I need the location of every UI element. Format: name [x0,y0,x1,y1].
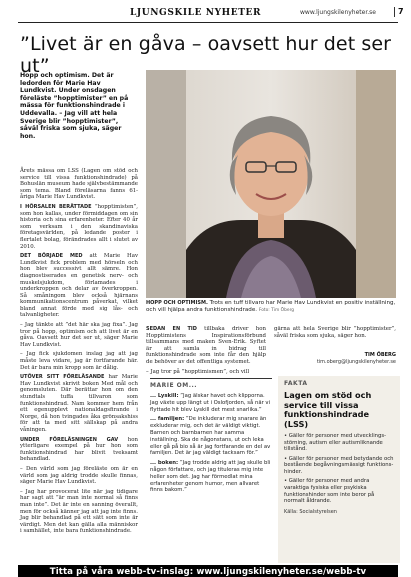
quote-key: ... Lyskill: [150,393,179,399]
caption-label: HOPP OCH OPTIMISM. [146,300,208,306]
body-paragraph [20,253,138,319]
quote-text: ”Jag trodde aldrig att jag skulle bli någon författare, och jag tituleras mig inte heller som det. Jag har förmedlat mina erfarenheter genom humor, men allvaret finns bakom.” [150,460,271,494]
body-column-left [20,168,138,538]
fakta-title: Lagen om stöd och service till vissa funktionshindrade (LSS) [284,390,372,429]
body-paragraph [20,322,138,348]
byline-email[interactable]: tim.oberg@ljungskilenyheter.se [316,359,396,365]
paragraph-subheading: UTÖVER SITT FÖRELÄSANDE [20,374,105,381]
paragraph-subheading: SEDAN EN TID [146,326,197,332]
quote-key: ... familjen: [150,416,185,423]
paragraph-text: Årets mässa om LSS (Lagen om stöd och service till vissa funktionshindrade) på Bohuslän museum hade självbestämmande som tema. Bland föreläsarna fanns 61-åriga Marie Hav Lundkvist. [20,168,138,201]
quote-text: ”De inkluderar mig snarare än exkluderar mig, och det är väldigt viktigt. Barnen och barnbarnen har samma inställning. Ska de någonstans, ut och leka eller gå på bio så är jag fortfarande en del av familjen. Det är jag väldigt tacksam för.” [150,416,271,457]
photo-credit: Foto: Tim Öberg [258,308,295,313]
paragraph-text: har Marie Hav Lundkvist skrivit boken Med mål och genomsluten. Där berättar hon om den stundtals tuffa tillvaron som funktionshindrad. Nam kommer hem från ett egenupplevt nationaldagsfirande i Norge, då hon tvingades åka grönsakshiss för att ta med sitt sällskap på andra våningen. [20,374,139,433]
paragraph-subheading: I HÖRSALEN BERÄTTADE [20,203,92,210]
body-paragraph [146,369,266,376]
byline [274,352,396,365]
body-paragraph [20,168,138,201]
quote-item [150,460,272,494]
body-paragraph [20,437,138,463]
masthead [0,0,411,24]
caption-text: Trots en tuff tillvaro har Marie Hav Lundkvist en positiv inställning, och vill hjälpa andra funktionshindrade. [146,300,396,313]
paragraph-text: tillbaka driver hon Hopptimistens Inspirationsförbund tillsammans med maken Sven-Erik. Syftet är att samla in bidrag till funktionshindrade som inte får den hjälp de behöver av det offentliga systemet. [146,326,266,365]
article-lead: Hopp och optimism. Det är ledorden för Marie Hav Lundkvist. Under onsdagen föreläste ”hopptimister” en på mässa för funktionshindrade i Uddevalla. – Jag vill att hela Sverige blir ”hopptimister”, såväl friska som sjuka, säger hon. [20,72,129,140]
marie-box-rule [150,378,272,379]
paragraph-text: – Den värld som jag föreläste om är en värld som jag aldrig trodde skulle finnas, säger Marie Hav Lundkvist. [20,465,138,486]
paragraph-subheading: DET BÖRJADE MED [20,253,83,260]
masthead-rule [18,22,398,23]
photo-caption [146,300,396,314]
paragraph-text: att Marie Hav Lundkvist fick problem med hörseln och hon blev successivt allt sämre. Hon diagnostiserades en genetisk nerv- och muskelsjukdom, förlamades i underkroppen och delar av överkroppen. Så småningom blev också hjärnans kommunikationscentrum påverkat, vilket bland annat förde med sig lås- och talvanligheter. [20,253,138,319]
fakta-box [278,376,400,563]
page-number: 7 [398,7,404,16]
paragraph-text: ”hopptimisten”, som hon kallas, under förmiddagen om sin historia och sina erfarenheter. Efter 40 år som verksam i den skandinaviska företagsvärlden, på ledande poster i flertalet bolag, förändrades allt i slutet av 2010. [20,203,138,250]
marie-box-heading: MARIE OM... [150,382,198,389]
body-paragraph [20,466,138,486]
byline-name: TIM ÖBERG [364,352,396,358]
body-paragraph [274,326,396,339]
marie-quotes-box [150,393,272,497]
body-paragraph [20,374,138,433]
fakta-item: • Gäller för personer med utvecklingsstörning, autism eller autismliknande tillstånd. [284,433,387,453]
fakta-heading: FAKTA [284,380,308,387]
fakta-item: • Gäller för personer med betydande och bestående begåvningsmässigt funktionshinder. [284,455,394,476]
article-headline: ”Livet är en gåva – oavsett hur det ser ut” [20,33,392,77]
paragraph-text: – Jag tror på ”hopptimismen”, och vill [146,368,250,375]
fakta-list [284,433,394,505]
newspaper-title: LJUNGSKILE NYHETER [130,8,262,18]
paragraph-text: hon ytterligare exempel på hur hon som funktionshindrad har blivit tveksamt behandlad. [20,436,138,463]
body-paragraph [20,351,138,371]
paragraph-text: – Jag fick sjukdomen inslag jag att jag måste leva vidare, jag är fortfarande här. Det är bara min kropp som är dålig. [20,351,138,371]
quote-text: ”Jag älskar havet och klipporna. Jag växte upp längt ut i Oslofjorden, så när vi flyttade hit blev Lyskill det mest snarlika.” [150,393,271,413]
body-paragraph [20,489,138,535]
fakta-source: Källa: Socialstyrelsen [284,509,337,516]
footer-banner[interactable]: Titta på våra webb-tv-inslag: www.ljungskilenyheter.se/webb-tv [18,565,398,577]
paragraph-text: – Jag har provocerat lite när jag tidigare har sagt att ”är man inte normal så finns man inte”. Det är inte en sanning överallt, men för också känner jag att jag inte finns. Jag blir behandlad på ett sätt som inte är värdigt. Men det kan gälla alla människor i samhället, inte bara funktionshindrade. [20,488,138,535]
body-column-middle [146,326,266,378]
quote-item [150,416,272,457]
portrait-photo [146,70,396,298]
newspaper-url[interactable]: www.ljungskilenyheter.se [300,9,376,16]
quote-key: ... boken: [150,460,179,467]
masthead-divider [394,7,395,17]
body-column-right [274,326,396,342]
body-paragraph [20,204,138,250]
fakta-item: • Gäller för personer med andra varaktiga fysiska eller psykiska funktionshinder som inte beror på normalt åldrande. [284,478,375,505]
paragraph-text: – Jag tänkte att ”det här ska jag fixa”. Jag tror på hopp, optimism och att livet är en gåva. Oavsett hur det ser ut, säger Marie Hav Lundkvist. [20,322,138,348]
paragraph-text: gärna att hela Sverige blir ”hopptimister”, såväl friska som sjuka, säger hon. [274,326,396,339]
paragraph-subheading: UNDER FÖRELÄSNINGEN GAV [20,436,119,443]
body-paragraph [146,326,266,366]
quote-item [150,393,272,413]
